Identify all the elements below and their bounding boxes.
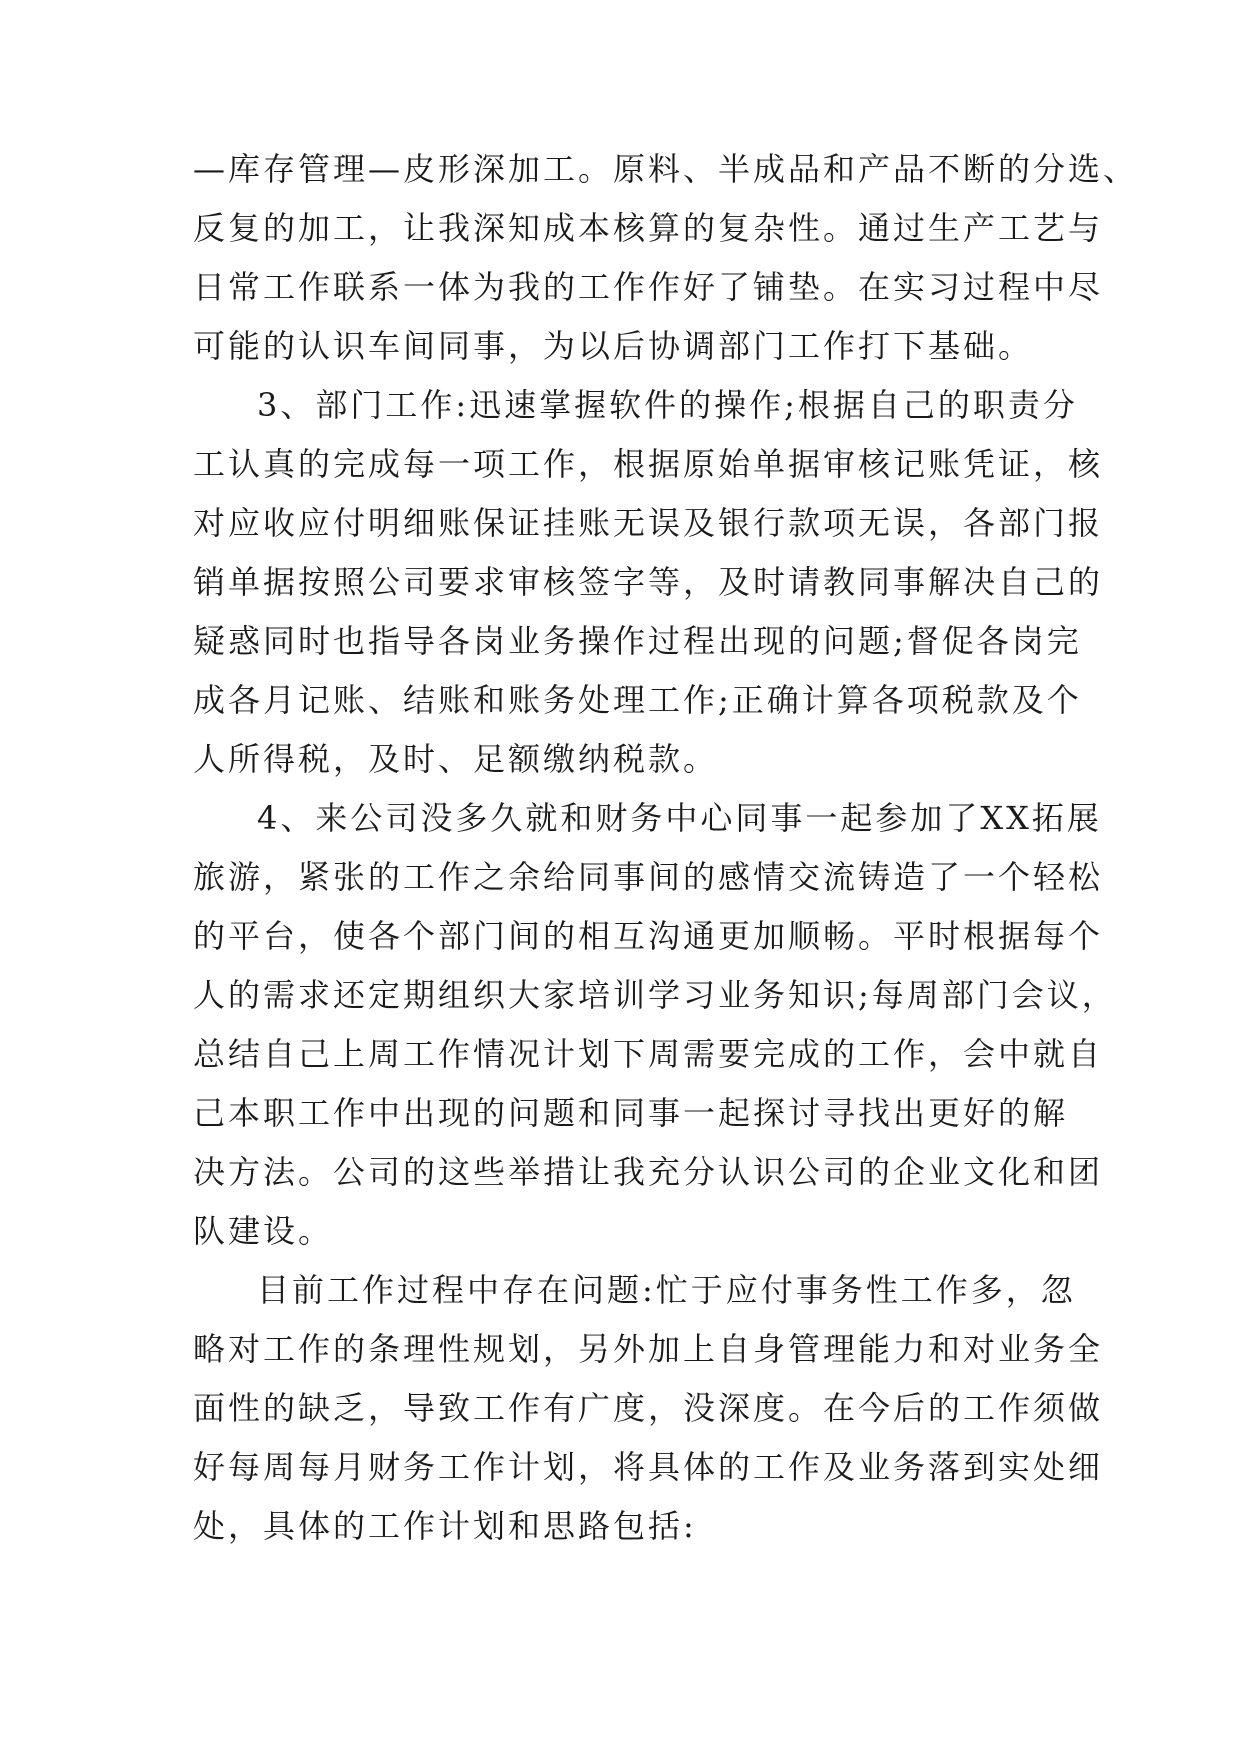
paragraph-2 bbox=[193, 376, 1104, 789]
text-line: 人所得税，及时、足额缴纳税款。 bbox=[193, 740, 719, 778]
text-line: 日常工作联系一体为我的工作作好了铺垫。在实习过程中尽 bbox=[193, 268, 1104, 306]
text-line: 略对工作的条理性规划，另外加上自身管理能力和对业务全 bbox=[193, 1330, 1104, 1368]
text-line: 4、来公司没多久就和财务中心同事一起参加了XX拓展 bbox=[257, 799, 1102, 837]
paragraph-3 bbox=[193, 789, 1117, 1261]
text-line: 人的需求还定期组织大家培训学习业务知识;每周部门会议， bbox=[193, 976, 1117, 1014]
text-line: 好每周每月财务工作计划，将具体的工作及业务落到实处细 bbox=[193, 1448, 1104, 1486]
text-line: 疑惑同时也指导各岗业务操作过程出现的问题;督促各岗完 bbox=[193, 622, 1082, 660]
text-line: 处，具体的工作计划和思路包括: bbox=[193, 1507, 697, 1545]
paragraph-4 bbox=[193, 1261, 1104, 1556]
paragraph-1 bbox=[193, 140, 1139, 376]
document-body bbox=[193, 140, 1139, 1556]
text-line: 对应收应付明细账保证挂账无误及银行款项无误，各部门报 bbox=[193, 504, 1104, 542]
text-line: 3、部门工作:迅速掌握软件的操作;根据自己的职责分 bbox=[257, 386, 1078, 424]
text-line: 成各月记账、结账和账务处理工作;正确计算各项税款及个 bbox=[193, 681, 1082, 719]
text-line: 总结自己上周工作情况计划下周需要完成的工作，会中就自 bbox=[193, 1035, 1104, 1073]
text-line: 队建设。 bbox=[193, 1212, 334, 1250]
text-line: 的平台，使各个部门间的相互沟通更加顺畅。平时根据每个 bbox=[193, 917, 1104, 955]
text-line: 己本职工作中出现的问题和同事一起探讨寻找出更好的解 bbox=[193, 1094, 1069, 1132]
text-line: —库存管理—皮形深加工。原料、半成品和产品不断的分选、 bbox=[193, 150, 1139, 188]
text-line: 决方法。公司的这些举措让我充分认识公司的企业文化和团 bbox=[193, 1153, 1104, 1191]
text-line: 面性的缺乏，导致工作有广度，没深度。在今后的工作须做 bbox=[193, 1389, 1104, 1427]
text-line: 工认真的完成每一项工作，根据原始单据审核记账凭证，核 bbox=[193, 445, 1104, 483]
text-line: 反复的加工，让我深知成本核算的复杂性。通过生产工艺与 bbox=[193, 209, 1104, 247]
text-line: 销单据按照公司要求审核签字等，及时请教同事解决自己的 bbox=[193, 563, 1104, 601]
text-line: 目前工作过程中存在问题:忙于应付事务性工作多，忽 bbox=[257, 1271, 1076, 1309]
text-line: 可能的认识车间同事，为以后协调部门工作打下基础。 bbox=[193, 327, 1034, 365]
text-line: 旅游，紧张的工作之余给同事间的感情交流铸造了一个轻松 bbox=[193, 858, 1104, 896]
